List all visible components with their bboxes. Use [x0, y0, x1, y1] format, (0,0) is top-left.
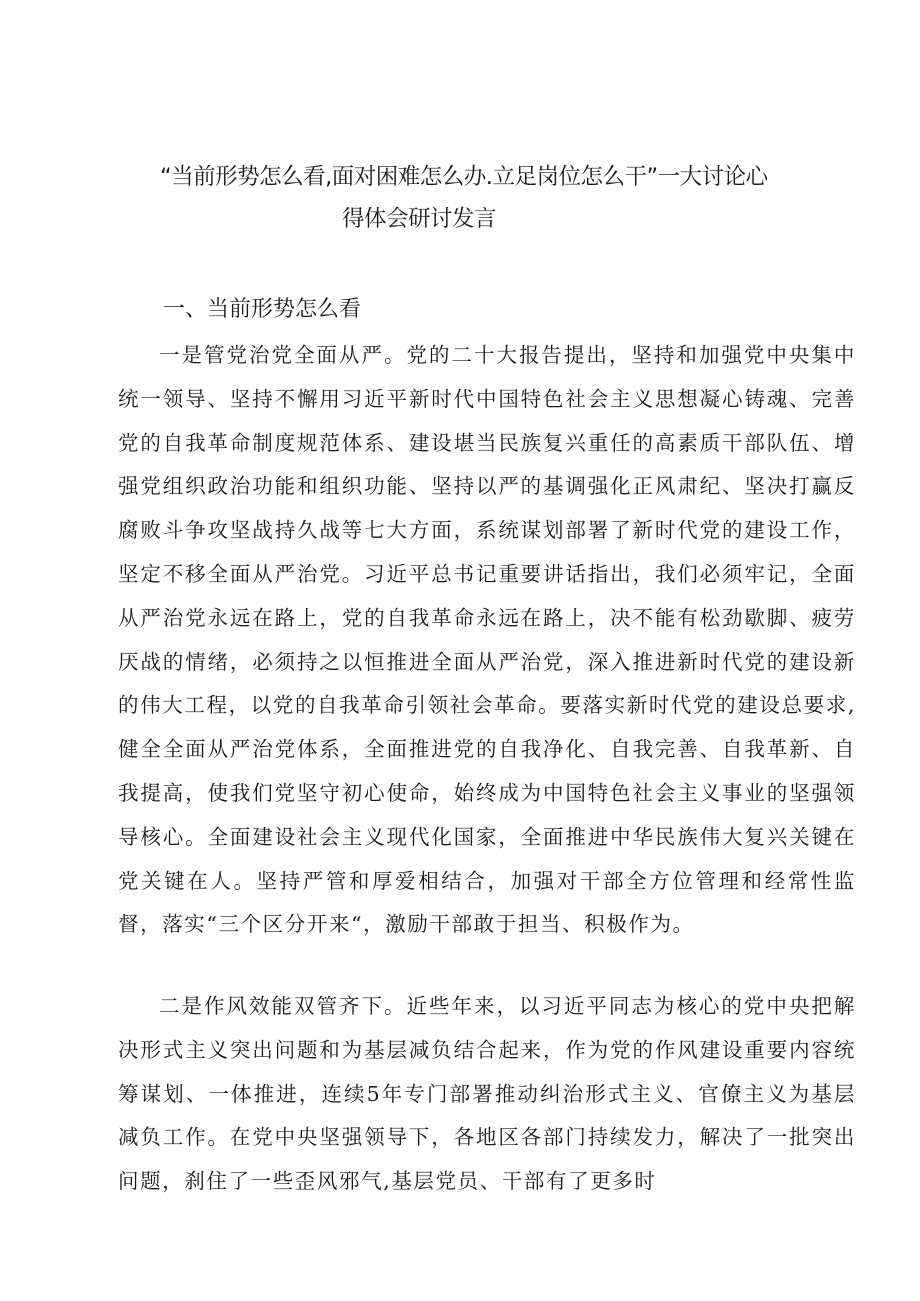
document-title: [160, 156, 850, 240]
title-line-1: “当前形势怎么看,面对困难怎么办.立足岗位怎么干”一大讨论心: [160, 164, 768, 190]
body-paragraph-1: 一是管党治党全面从严。党的二十大报告提出，坚持和加强党中央集中统一领导、坚持不懈用习近平新时代中国特色社会主义思想凝心铸魂、完善党的自我革命制度规范体系、建设堪当民族复兴重任的高素质干部队伍、增强党组织政治功能和组织功能、坚持以严的基调强化正风肃纪、坚决打赢反腐败斗争攻坚战持久战等七大方面，系统谋划部署了新时代党的建设工作，坚定不移全面从严治党。习近平总书记重要讲话指出，我们必须牢记，全面从严治党永远在路上，党的自我革命永远在路上，决不能有松劲歇脚、疲劳厌战的情绪，必须持之以恒推进全面从严治党，深入推进新时代党的建设新的伟大工程，以党的自我革命引领社会革命。要落实新时代党的建设总要求,健全全面从严治党体系，全面推进党的自我净化、自我完善、自我革新、自我提高，使我们党坚守初心使命，始终成为中国特色社会主义事业的坚强领导核心。全面建设社会主义现代化国家，全面推进中华民族伟大复兴关键在党关键在人。坚持严管和厚爱相结合，加强对干部全方位管理和经常性监督，落实“三个区分开来“，激励干部敢于担当、积极作为。: [118, 343, 856, 937]
body-paragraph-2: 二是作风效能双管齐下。近些年来，以习近平同志为核心的党中央把解决形式主义突出问题和为基层减负结合起来，作为党的作风建设重要内容统筹谋划、一体推进，连续5年专门部署推动纠治形式主义、官僚主义为基层减负工作。在党中央坚强领导下，各地区各部门持续发力，解决了一批突出问题，刹住了一些歪风邪气,基层党员、干部有了更多时: [118, 994, 856, 1194]
section-heading: 一、当前形势怎么看: [163, 297, 362, 322]
title-line-2: 得体会研讨发言: [342, 206, 497, 232]
